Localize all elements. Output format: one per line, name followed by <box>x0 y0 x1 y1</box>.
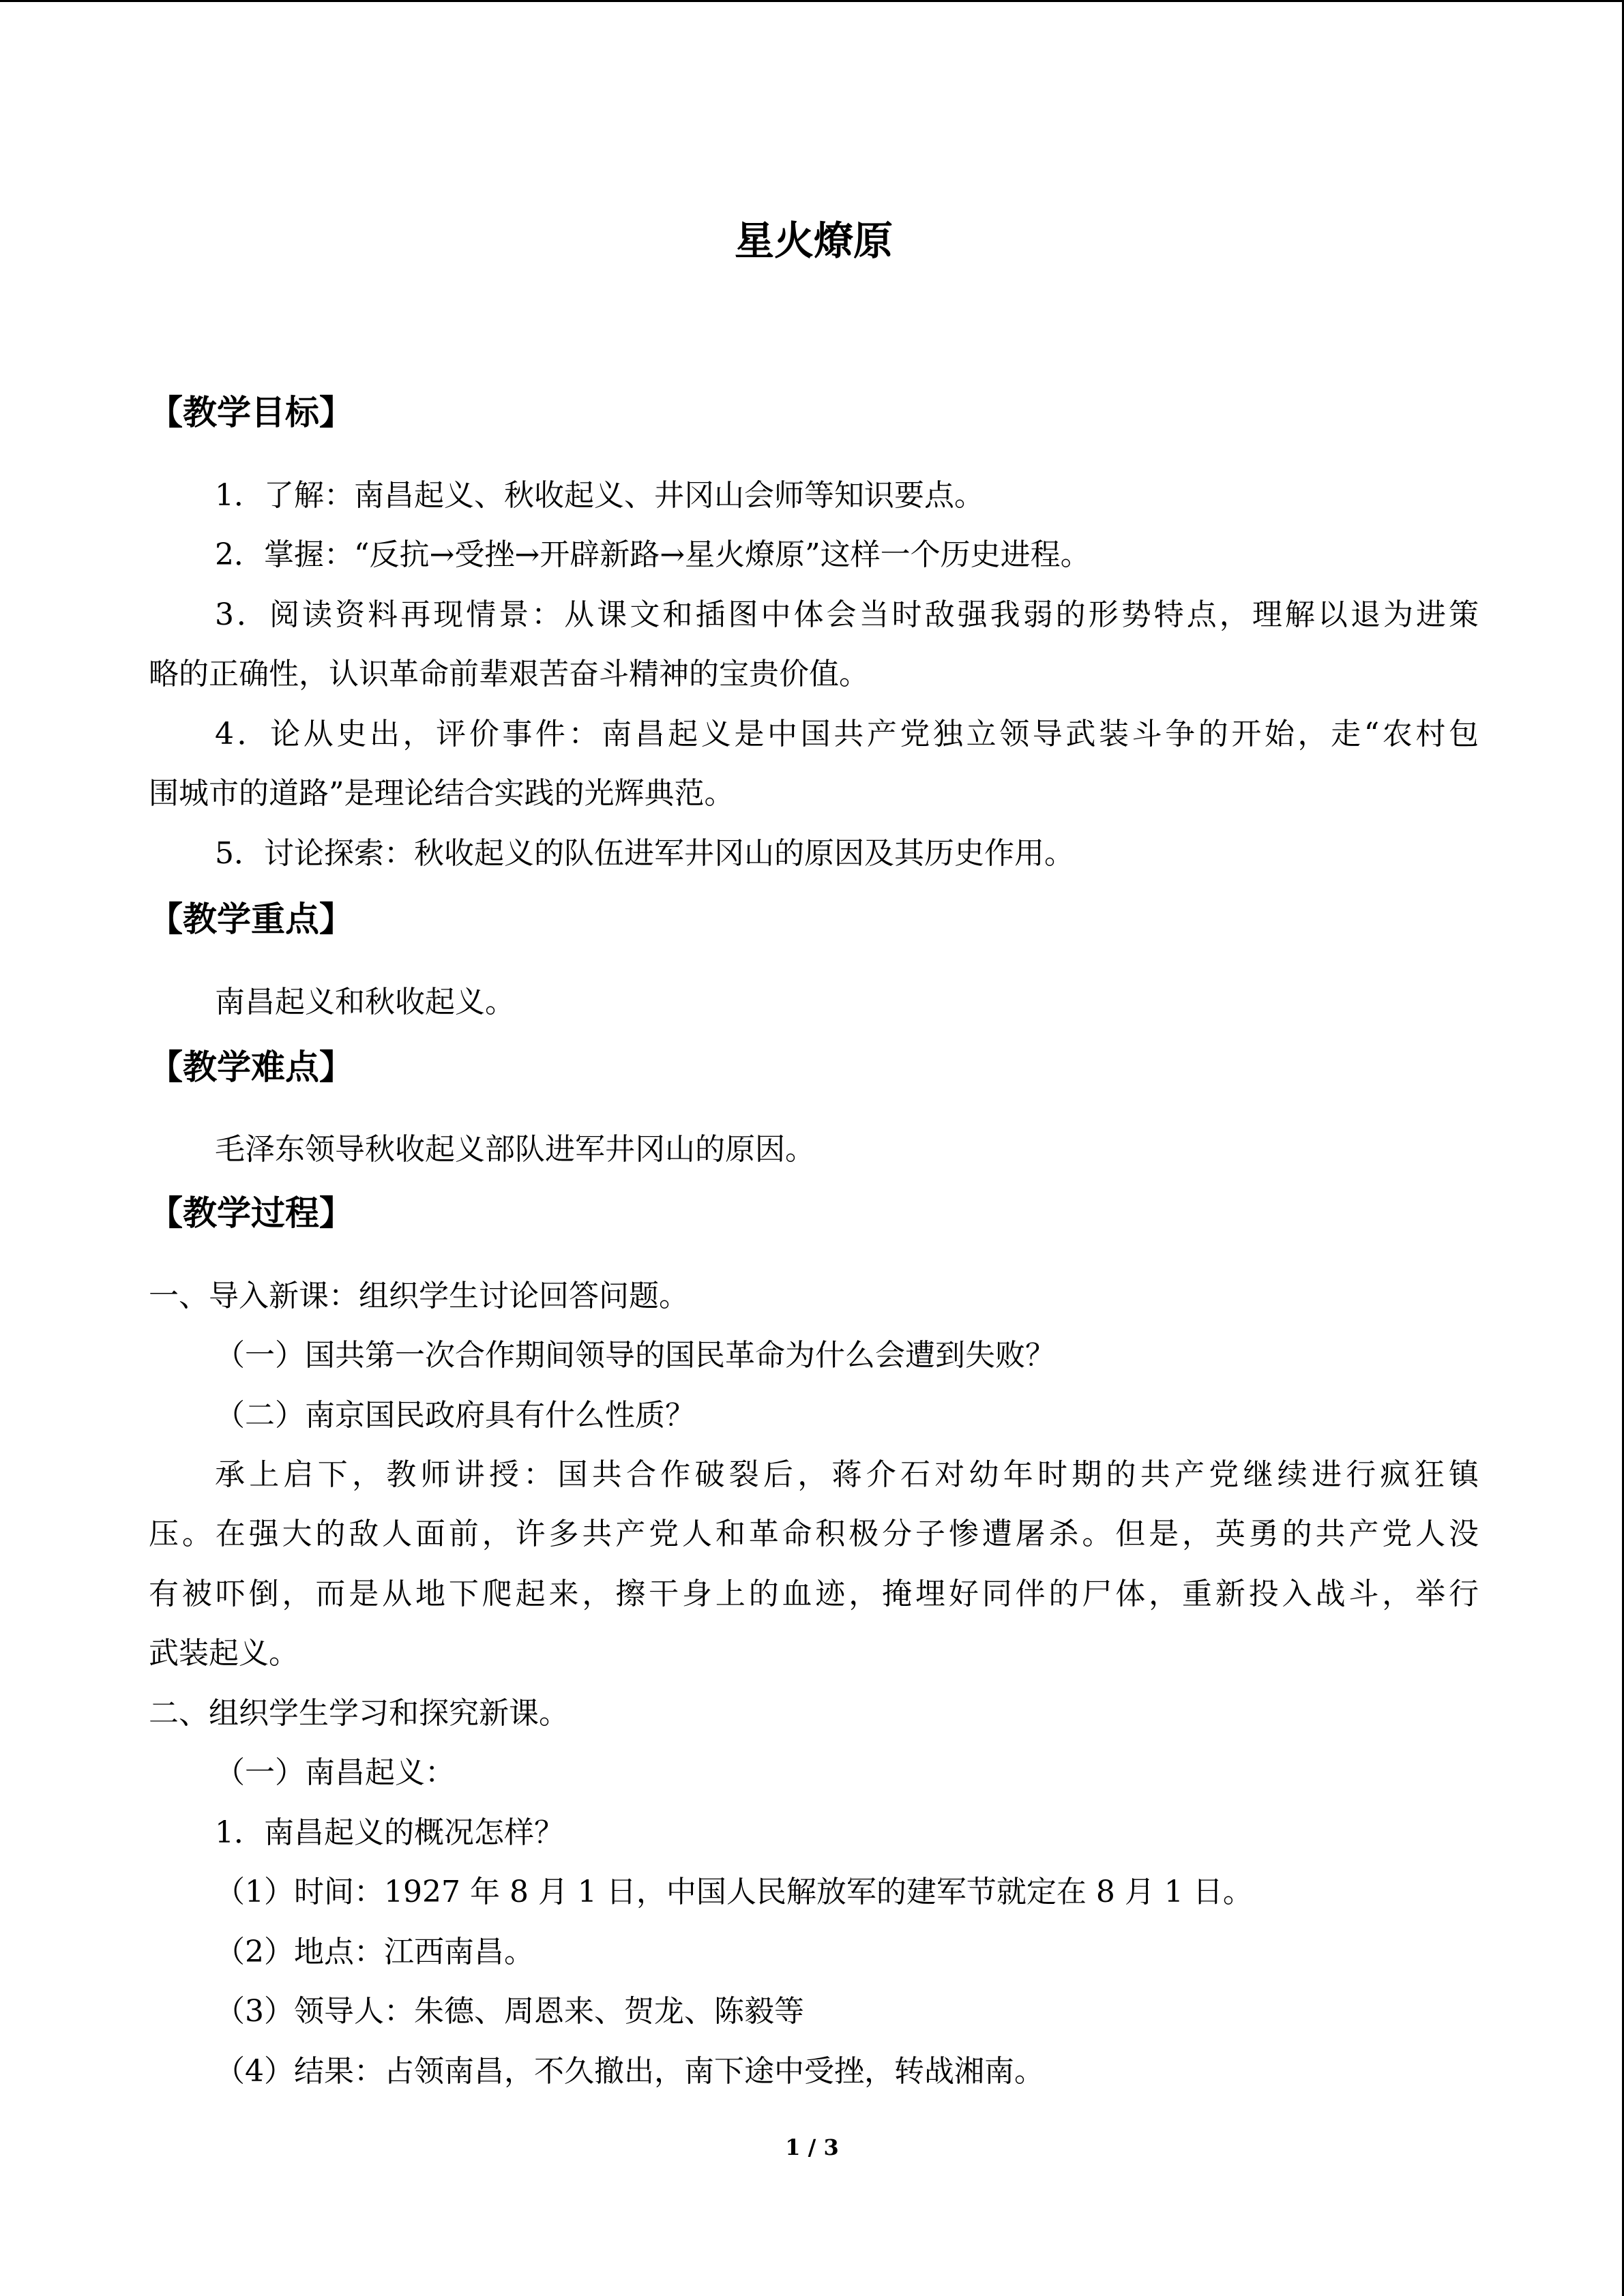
objective-item-3-line-1: 3．阅读资料再现情景：从课文和插图中体会当时敌强我弱的形势特点，理解以退为进策 <box>215 597 1479 632</box>
process-line-11: （1）时间：1927 年 8 月 1 日，中国人民解放军的建军节就定在 8 月 1 日。 <box>215 1875 1253 1909</box>
objective-item-5: 5．讨论探索：秋收起义的队伍进军井冈山的原因及其历史作用。 <box>215 836 1074 871</box>
key-points-heading: 【教学重点】 <box>149 899 353 939</box>
process-line-12: （2）地点：江西南昌。 <box>215 1935 534 1969</box>
objective-item-3-line-2: 略的正确性，认识革命前辈艰苦奋斗精神的宝贵价值。 <box>149 657 869 691</box>
process-line-1: 一、导入新课：组织学生讨论回答问题。 <box>149 1279 689 1313</box>
objective-item-2: 2．掌握：“反抗→受挫→开辟新路→星火燎原”这样一个历史进程。 <box>215 537 1091 572</box>
process-line-3: （二）南京国民政府具有什么性质？ <box>215 1398 695 1433</box>
process-line-7: 武装起义。 <box>149 1636 299 1671</box>
document-title: 星火燎原 <box>734 218 893 264</box>
key-points-text: 南昌起义和秋收起义。 <box>215 985 515 1019</box>
process-line-8: 二、组织学生学习和探究新课。 <box>149 1696 569 1731</box>
objective-item-1: 1．了解：南昌起义、秋收起义、井冈山会师等知识要点。 <box>215 478 984 513</box>
process-heading: 【教学过程】 <box>149 1193 353 1233</box>
objectives-heading: 【教学目标】 <box>149 393 353 432</box>
process-line-10: 1．南昌起义的概况怎样？ <box>215 1815 564 1850</box>
process-line-6: 有被吓倒，而是从地下爬起来，擦干身上的血迹，掩埋好同伴的尸体，重新投入战斗，举行 <box>149 1577 1479 1611</box>
process-line-4: 承上启下，教师讲授：国共合作破裂后，蒋介石对幼年时期的共产党继续进行疯狂镇 <box>215 1457 1479 1492</box>
process-line-13: （3）领导人：朱德、周恩来、贺龙、陈毅等 <box>215 1994 804 2029</box>
process-line-2: （一）国共第一次合作期间领导的国民革命为什么会遭到失败？ <box>215 1338 1055 1373</box>
objective-item-4-line-2: 围城市的道路”是理论结合实践的光辉典范。 <box>149 776 735 811</box>
process-line-9: （一）南昌起义： <box>215 1755 455 1790</box>
process-line-5: 压。在强大的敌人面前，许多共产党人和革命积极分子惨遭屠杀。但是，英勇的共产党人没 <box>149 1517 1479 1551</box>
difficulties-heading: 【教学难点】 <box>149 1047 353 1087</box>
process-line-14: （4）结果：占领南昌，不久撤出，南下途中受挫，转战湘南。 <box>215 2054 1044 2089</box>
difficulties-text: 毛泽东领导秋收起义部队进军井冈山的原因。 <box>215 1132 815 1167</box>
objective-item-4-line-1: 4．论从史出，评价事件：南昌起义是中国共产党独立领导武装斗争的开始，走“农村包 <box>215 717 1479 751</box>
page-indicator: 1 / 3 <box>785 2134 839 2160</box>
